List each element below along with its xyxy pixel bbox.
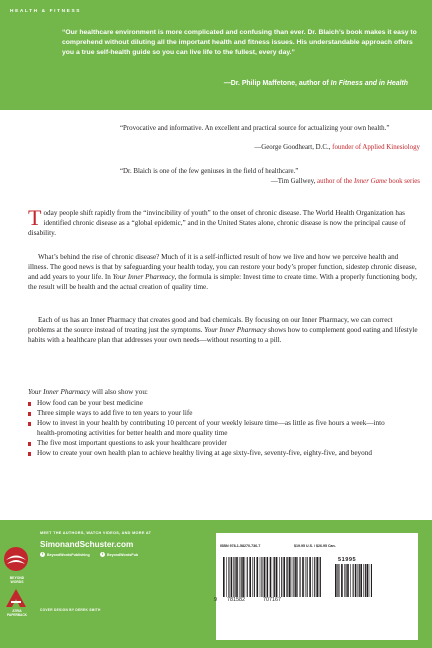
facebook-icon: f (41, 552, 44, 556)
list-item: Three simple ways to add five to ten years to your life (28, 409, 388, 419)
barcode-digit-group-2: 707167 (263, 597, 281, 603)
cover-design-credit: COVER DESIGN BY DEREK SMITH (40, 608, 101, 612)
price-addon-number: 51995 (338, 557, 357, 563)
featured-quote: “Our healthcare environment is more complicated and confusing than ever. Dr. Blaich’s book makes it easy to comprehend without diluting all the important health and fitness issues. His understandable approach offers you a true self-health guide so you can live life to the fullest, every day.” (62, 29, 417, 56)
endorsement-attribution-goodheart: —George Goodheart, D.C., founder of Applied Kinesiology (254, 144, 420, 151)
publisher-website: SimonandSchuster.com (40, 540, 134, 549)
barcode-digit-group-1: 781582 (227, 597, 245, 603)
endorsement-quote-gallwey: “Dr. Blaich is one of the few geniuses in the field of healthcare.” (120, 168, 299, 175)
isbn: ISBN 978-1-58270-736-7 (220, 544, 261, 548)
list-item: How to invest in your health by contributing 10 percent of your weekly leisure time—as little as five hours a week—into health-promoting activities for better health and more quality time (28, 419, 388, 438)
beyond-words-label: BEYOND WORDS (9, 576, 25, 584)
category-label: HEALTH & FITNESS (10, 9, 82, 14)
list-item: How food can be your best medicine (28, 399, 388, 409)
body-paragraph-2: What’s behind the rise of chronic disease? Much of it is a self-inflicted result of how we live and how we perceive health and illness. The good news is that by safeguarding your health today, you can restore your body’s proper function, sidestep chronic disease, and add years to your life. In Your Inner Pharmacy, the formula is simple: Invest time to create time. With a properly functioning body, the result will be health and the actual creation of quality time. (28, 253, 418, 291)
beyond-words-logo-icon (2, 545, 30, 573)
list-item: The five most important questions to ask your healthcare provider (28, 439, 388, 449)
atria-label: ATRIA PAPERBACK (7, 609, 27, 617)
website-prompt: MEET THE AUTHORS, WATCH VIDEOS, AND MORE AT (40, 531, 152, 535)
barcode-digits (214, 597, 281, 603)
endorsement-attribution-gallwey: —Tim Gallwey, author of the Inner Game book series (270, 178, 420, 185)
twitter-icon: t (101, 552, 104, 556)
barcode-digit-prefix: 9 (214, 597, 217, 603)
twitter-handle: t BeyondWordsPub (101, 552, 139, 557)
atria-logo-icon (5, 588, 27, 608)
addon-barcode-icon (334, 564, 374, 597)
body-paragraph-1: Today people shift rapidly from the “invincibility of youth” to the onset of chronic disease. The World Health Organization has identified chronic disease as a “global epidemic,” and in the United States alone, chronic disease is now the principal cause of disability. (28, 205, 406, 237)
list-intro: Your Inner Pharmacy will also show you: (28, 388, 148, 396)
body-paragraph-3: Each of us has an Inner Pharmacy that creates good and bad chemicals. By focusing on our Inner Pharmacy, we can correct problems at the source instead of treating just the symptoms. Your Inner Pharmacy shows how to complement good eating and lifestyle habits with a healthcare plan that addresses your own needs—without resorting to a pill. (28, 316, 418, 344)
price: $19.95 U.S. / $26.95 Can. (294, 544, 336, 548)
drop-cap: T (28, 205, 42, 230)
benefits-list (28, 399, 388, 459)
list-item: How to create your own health plan to achieve healthy living at age sixty-five, seventy-five, eighty-five, and beyond (28, 449, 388, 459)
featured-quote-attribution: —Dr. Philip Maffetone, author of In Fitness and in Health (223, 80, 408, 87)
isbn-barcode-icon (222, 557, 322, 597)
facebook-handle: f BeyondWordsPublishing (41, 552, 90, 557)
endorsement-quote-goodheart: “Provocative and informative. An excellent and practical source for actualizing your own health.” (120, 125, 390, 132)
